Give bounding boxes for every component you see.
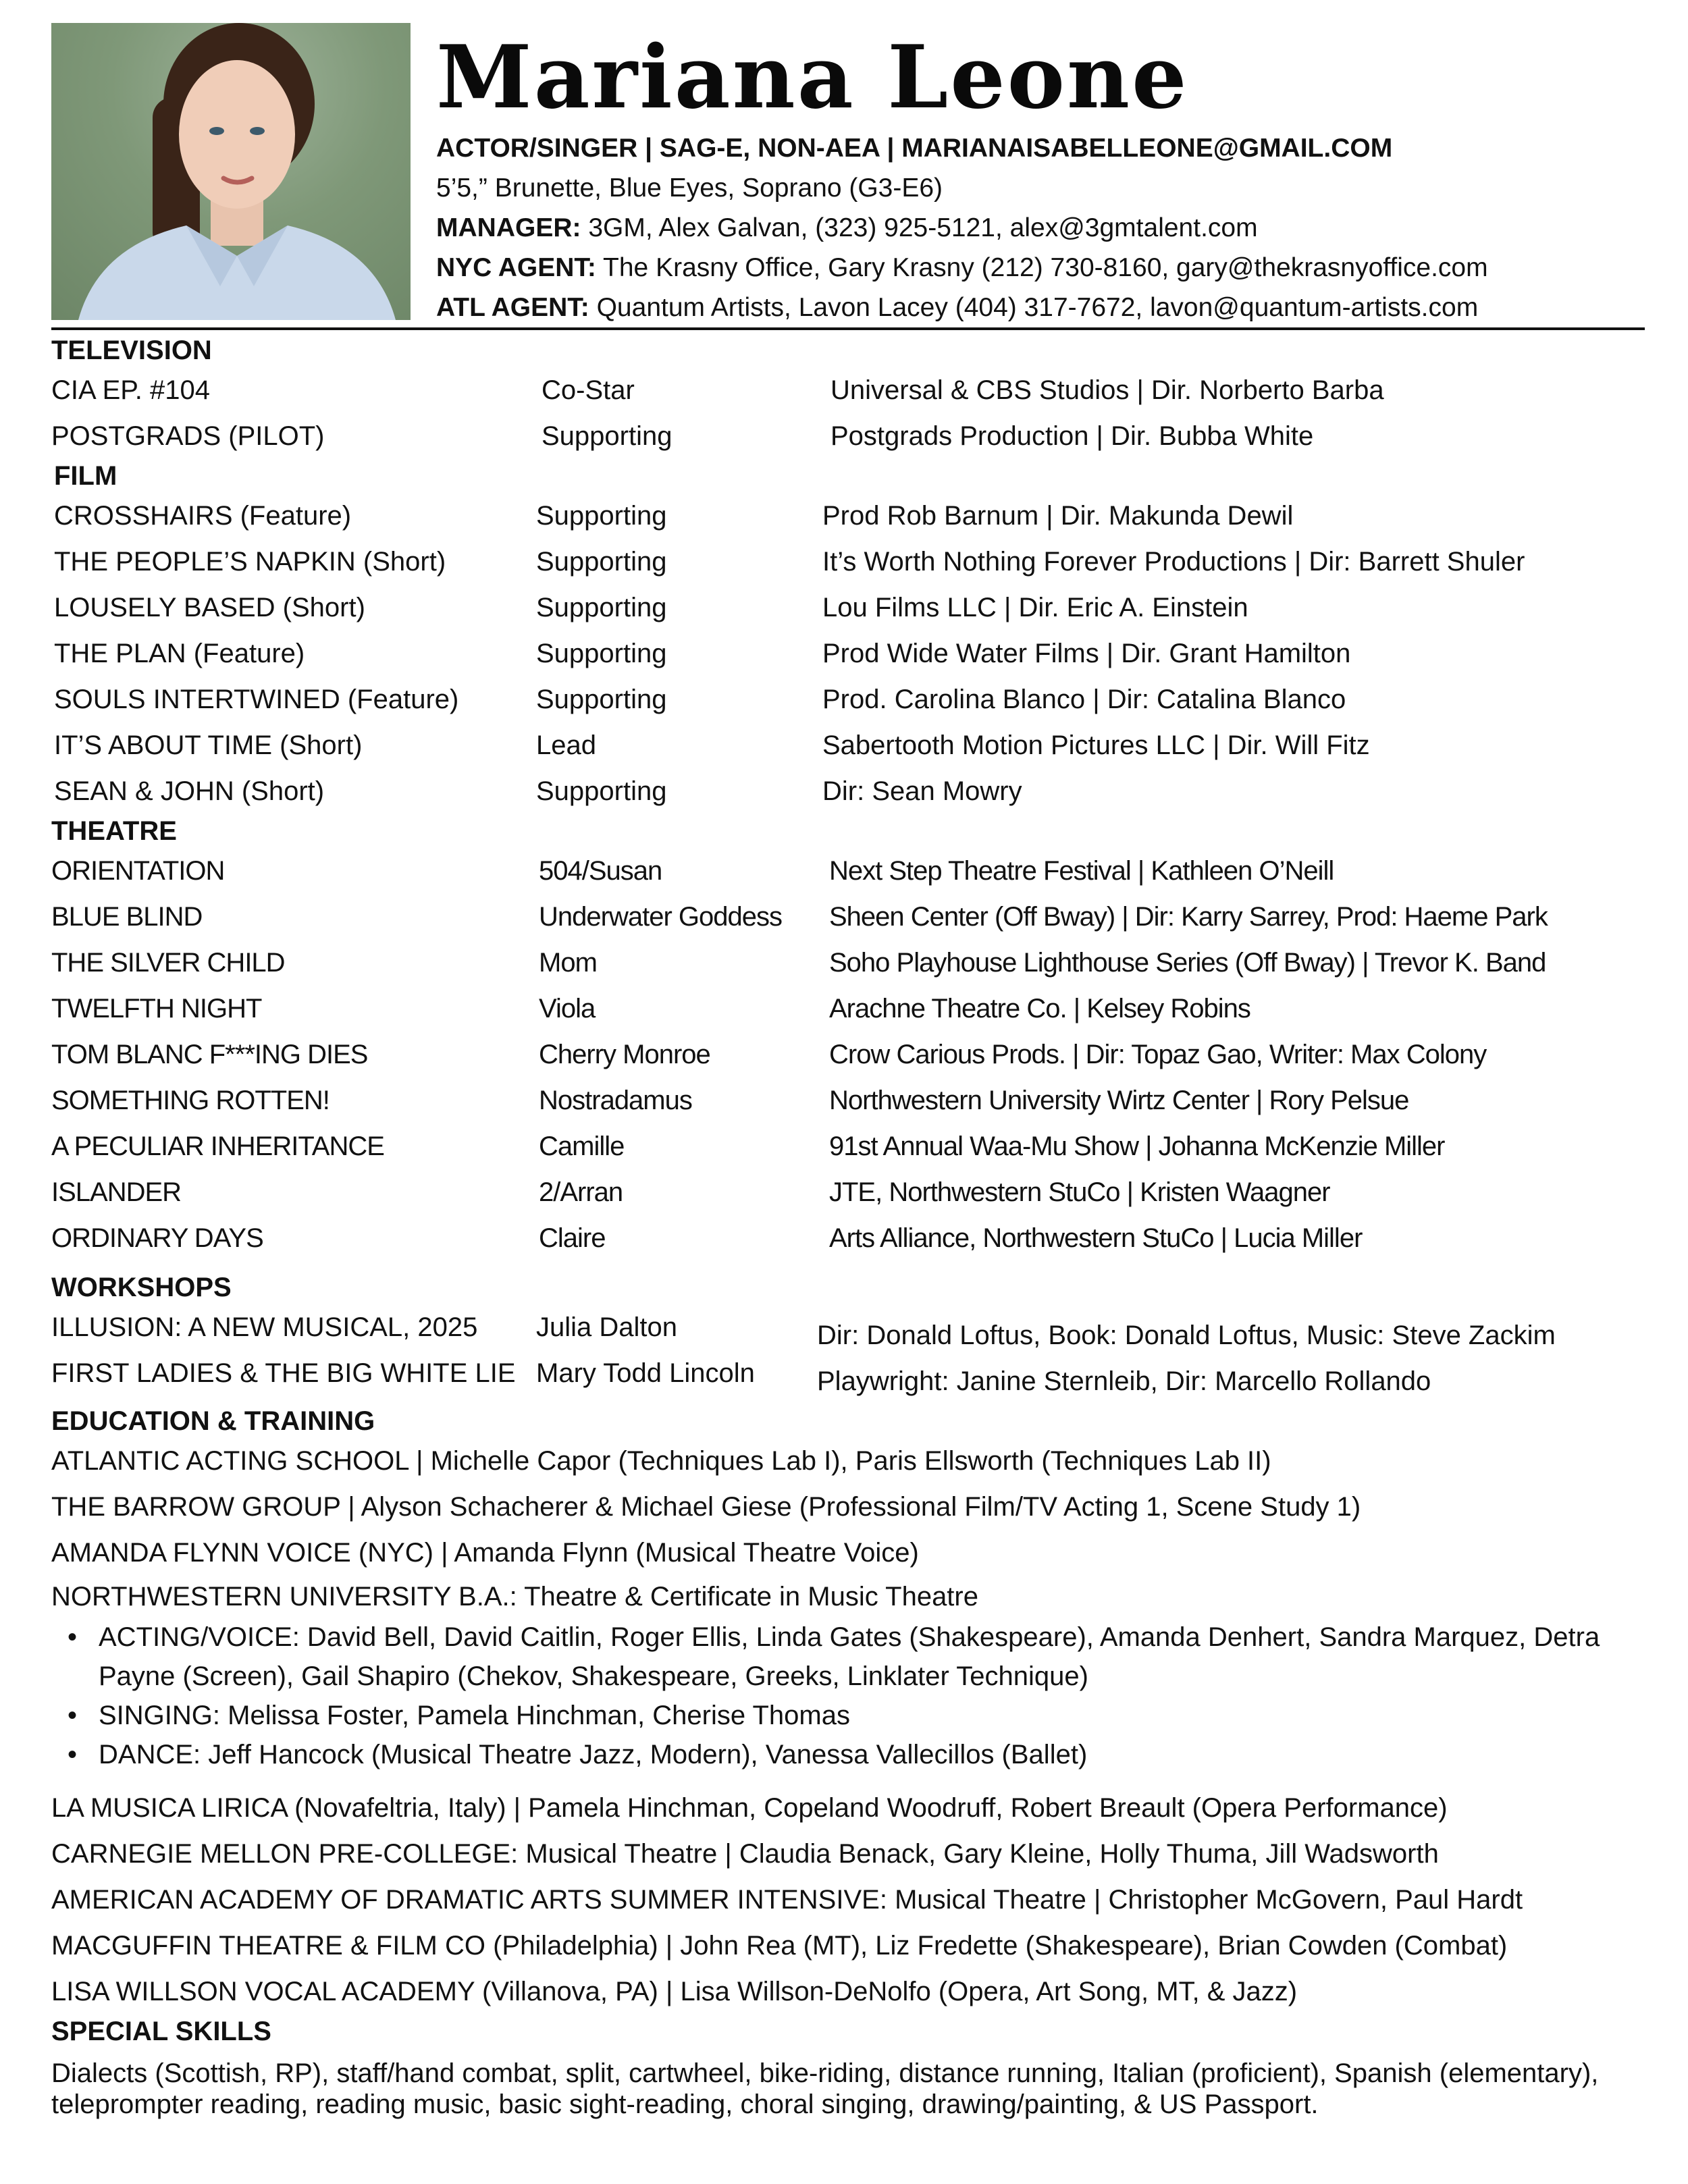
credit-production: Prod Wide Water Films | Dir. Grant Hamilton bbox=[822, 639, 1351, 668]
credit-role: Nostradamus bbox=[539, 1086, 692, 1115]
credit-title: FIRST LADIES & THE BIG WHITE LIE bbox=[51, 1358, 516, 1388]
credit-production: Dir: Donald Loftus, Book: Donald Loftus, Music: Steve Zackim bbox=[817, 1321, 1556, 1350]
credit-title: CROSSHAIRS (Feature) bbox=[54, 501, 352, 531]
workshops-heading: WORKSHOPS bbox=[51, 1273, 232, 1302]
credit-role: Supporting bbox=[536, 776, 667, 806]
table-row bbox=[51, 493, 1645, 539]
credit-title: ILLUSION: A NEW MUSICAL, 2025 bbox=[51, 1312, 478, 1342]
table-row bbox=[51, 722, 1645, 768]
table-row bbox=[51, 940, 1645, 986]
credit-title: ORDINARY DAYS bbox=[51, 1223, 263, 1253]
resume-body bbox=[51, 334, 1645, 2120]
manager-label: MANAGER: bbox=[436, 213, 581, 242]
credit-role: Julia Dalton bbox=[536, 1312, 678, 1342]
table-row bbox=[51, 848, 1645, 894]
nyc-agent-line bbox=[436, 248, 1652, 288]
credit-title: BLUE BLIND bbox=[51, 902, 203, 932]
stats-line: 5’5,” Brunette, Blue Eyes, Soprano (G3-E6) bbox=[436, 174, 943, 203]
credit-production: Arts Alliance, Northwestern StuCo | Lucia Miller bbox=[829, 1223, 1363, 1253]
credit-role: 504/Susan bbox=[539, 856, 662, 886]
education-heading: EDUCATION & TRAINING bbox=[51, 1406, 375, 1436]
table-row bbox=[51, 986, 1645, 1032]
credit-title: CIA EP. #104 bbox=[51, 375, 210, 405]
special-skills-text: Dialects (Scottish, RP), staff/hand combat, split, cartwheel, bike-riding, distance running, Italian (proficient), Spanish (elementary), teleprompter reading, reading music, basic sight-reading, choral singing, drawing/painting, & US Passport. bbox=[51, 2058, 1599, 2119]
workshops-credits bbox=[51, 1304, 1645, 1396]
credit-title: ORIENTATION bbox=[51, 856, 225, 886]
credit-title: LOUSELY BASED (Short) bbox=[54, 593, 365, 622]
training-line: AMERICAN ACADEMY OF DRAMATIC ARTS SUMMER INTENSIVE: Musical Theatre | Christopher McGovern, Paul Hardt bbox=[51, 1885, 1523, 1915]
credit-production: Lou Films LLC | Dir. Eric A. Einstein bbox=[822, 593, 1248, 622]
headshot-photo bbox=[51, 23, 411, 320]
atl-agent-value: Quantum Artists, Lavon Lacey (404) 317-7672, lavon@quantum-artists.com bbox=[589, 293, 1479, 322]
training-line: THE BARROW GROUP | Alyson Schacherer & Michael Giese (Professional Film/TV Acting 1, Scene Study 1) bbox=[51, 1492, 1361, 1522]
table-row bbox=[51, 1123, 1645, 1169]
credit-production: Sheen Center (Off Bway) | Dir: Karry Sarrey, Prod: Haeme Park bbox=[829, 902, 1548, 932]
credit-role: Mom bbox=[539, 948, 597, 978]
theatre-credits bbox=[51, 848, 1645, 1261]
nyc-agent-value: The Krasny Office, Gary Krasny (212) 730-8160, gary@thekrasnyoffice.com bbox=[596, 253, 1488, 282]
training-line: ATLANTIC ACTING SCHOOL | Michelle Capor (Techniques Lab I), Paris Ellsworth (Techniques Lab II) bbox=[51, 1446, 1271, 1476]
table-row bbox=[51, 367, 1645, 413]
list-item: • DANCE: Jeff Hancock (Musical Theatre Jazz, Modern), Vanessa Vallecillos (Ballet) bbox=[99, 1735, 1645, 1774]
credit-role: Supporting bbox=[536, 639, 667, 668]
credit-title: TOM BLANC F***ING DIES bbox=[51, 1040, 368, 1069]
credit-role: 2/Arran bbox=[539, 1177, 623, 1207]
credit-role: Underwater Goddess bbox=[539, 902, 782, 932]
credit-production: Next Step Theatre Festival | Kathleen O’Neill bbox=[829, 856, 1334, 886]
credit-title: SEAN & JOHN (Short) bbox=[54, 776, 325, 806]
credit-title: A PECULIAR INHERITANCE bbox=[51, 1131, 384, 1161]
television-heading: TELEVISION bbox=[51, 336, 212, 365]
table-row bbox=[51, 539, 1645, 585]
contact-line bbox=[436, 128, 1652, 168]
credit-production: Northwestern University Wirtz Center | Rory Pelsue bbox=[829, 1086, 1409, 1115]
credit-role: Supporting bbox=[542, 421, 672, 451]
credit-role: Cherry Monroe bbox=[539, 1040, 710, 1069]
training-line: AMANDA FLYNN VOICE (NYC) | Amanda Flynn (Musical Theatre Voice) bbox=[51, 1538, 919, 1568]
table-row bbox=[51, 768, 1645, 814]
credit-production: Universal & CBS Studios | Dir. Norberto Barba bbox=[830, 375, 1384, 405]
credit-production: Prod. Carolina Blanco | Dir: Catalina Blanco bbox=[822, 685, 1346, 714]
manager-line bbox=[436, 208, 1652, 248]
table-row bbox=[51, 1077, 1645, 1123]
credit-role: Supporting bbox=[536, 685, 667, 714]
training-line: LISA WILLSON VOCAL ACADEMY (Villanova, PA) | Lisa Willson-DeNolfo (Opera, Art Song, MT, & Jazz) bbox=[51, 1977, 1298, 2006]
credit-role: Mary Todd Lincoln bbox=[536, 1358, 755, 1388]
training-line: MACGUFFIN THEATRE & FILM CO (Philadelphia) | John Rea (MT), Liz Fredette (Shakespeare), Brian Cowden (Combat) bbox=[51, 1931, 1508, 1961]
credit-title: TWELFTH NIGHT bbox=[51, 994, 262, 1023]
credit-role: Supporting bbox=[536, 593, 667, 622]
credit-title: THE PLAN (Feature) bbox=[54, 639, 305, 668]
film-heading: FILM bbox=[54, 461, 117, 491]
credit-production: 91st Annual Waa-Mu Show | Johanna McKenzie Miller bbox=[829, 1131, 1445, 1161]
header-divider bbox=[51, 327, 1645, 330]
credit-role: Supporting bbox=[536, 547, 667, 577]
film-credits bbox=[51, 493, 1645, 814]
credit-production: JTE, Northwestern StuCo | Kristen Waagner bbox=[829, 1177, 1330, 1207]
training-line: CARNEGIE MELLON PRE-COLLEGE: Musical Theatre | Claudia Benack, Gary Kleine, Holly Thuma, Jill Wadsworth bbox=[51, 1839, 1439, 1869]
credit-role: Viola bbox=[539, 994, 596, 1023]
list-item: • ACTING/VOICE: David Bell, David Caitlin, Roger Ellis, Linda Gates (Shakespeare), Amanda Denhert, Sandra Marquez, Detra Payne (Screen), Gail Shapiro (Chekov, Shakespeare, Greeks, Linklater Technique) bbox=[99, 1618, 1645, 1696]
training-line: LA MUSICA LIRICA (Novafeltria, Italy) | Pamela Hinchman, Copeland Woodruff, Robert Breault (Opera Performance) bbox=[51, 1793, 1448, 1823]
table-row bbox=[51, 1032, 1645, 1077]
credit-production: Postgrads Production | Dir. Bubba White bbox=[830, 421, 1314, 451]
credit-title: THE SILVER CHILD bbox=[51, 948, 285, 978]
credit-production: Dir: Sean Mowry bbox=[822, 776, 1022, 806]
credit-role: Co-Star bbox=[542, 375, 635, 405]
credit-production: Soho Playhouse Lighthouse Series (Off Bway) | Trevor K. Band bbox=[829, 948, 1546, 978]
table-row bbox=[51, 1304, 1645, 1350]
table-row bbox=[51, 676, 1645, 722]
actor-name: Mariana Leone bbox=[436, 27, 1189, 128]
credit-role: Claire bbox=[539, 1223, 606, 1253]
nyc-agent-label: NYC AGENT: bbox=[436, 253, 596, 282]
resume-header bbox=[436, 27, 1652, 327]
credit-production: Prod Rob Barnum | Dir. Makunda Dewil bbox=[822, 501, 1294, 531]
manager-value: 3GM, Alex Galvan, (323) 925-5121, alex@3gmtalent.com bbox=[581, 213, 1258, 242]
credit-title: SOULS INTERTWINED (Feature) bbox=[54, 685, 459, 714]
table-row bbox=[51, 1169, 1645, 1215]
credit-title: ISLANDER bbox=[51, 1177, 182, 1207]
credit-title: POSTGRADS (PILOT) bbox=[51, 421, 325, 451]
table-row bbox=[51, 1215, 1645, 1261]
table-row bbox=[51, 894, 1645, 940]
special-skills-heading: SPECIAL SKILLS bbox=[51, 2017, 271, 2046]
table-row bbox=[51, 413, 1645, 459]
credit-role: Camille bbox=[539, 1131, 625, 1161]
credit-production: Crow Carious Prods. | Dir: Topaz Gao, Writer: Max Colony bbox=[829, 1040, 1487, 1069]
union-email-line: ACTOR/SINGER | SAG-E, NON-AEA | MARIANAISABELLEONE@GMAIL.COM bbox=[436, 134, 1393, 163]
credit-production: Sabertooth Motion Pictures LLC | Dir. Will Fitz bbox=[822, 730, 1370, 760]
television-credits bbox=[51, 367, 1645, 459]
list-item: • SINGING: Melissa Foster, Pamela Hinchman, Cherise Thomas bbox=[99, 1696, 1645, 1735]
table-row bbox=[51, 585, 1645, 631]
credit-production: Arachne Theatre Co. | Kelsey Robins bbox=[829, 994, 1250, 1023]
table-row bbox=[51, 631, 1645, 676]
credit-role: Lead bbox=[536, 730, 596, 760]
credit-role: Supporting bbox=[536, 501, 667, 531]
headshot-illustration bbox=[51, 23, 411, 320]
credit-production: It’s Worth Nothing Forever Productions | Dir: Barrett Shuler bbox=[822, 547, 1525, 577]
training-line: NORTHWESTERN UNIVERSITY B.A.: Theatre & Certificate in Music Theatre bbox=[51, 1582, 978, 1612]
university-training-list bbox=[51, 1618, 1645, 1774]
atl-agent-label: ATL AGENT: bbox=[436, 293, 589, 322]
atl-agent-line bbox=[436, 288, 1652, 327]
credit-title: IT’S ABOUT TIME (Short) bbox=[54, 730, 363, 760]
credit-title: SOMETHING ROTTEN! bbox=[51, 1086, 329, 1115]
credit-title: THE PEOPLE’S NAPKIN (Short) bbox=[54, 547, 446, 577]
theatre-heading: THEATRE bbox=[51, 816, 177, 846]
credit-production: Playwright: Janine Sternleib, Dir: Marcello Rollando bbox=[817, 1366, 1431, 1396]
